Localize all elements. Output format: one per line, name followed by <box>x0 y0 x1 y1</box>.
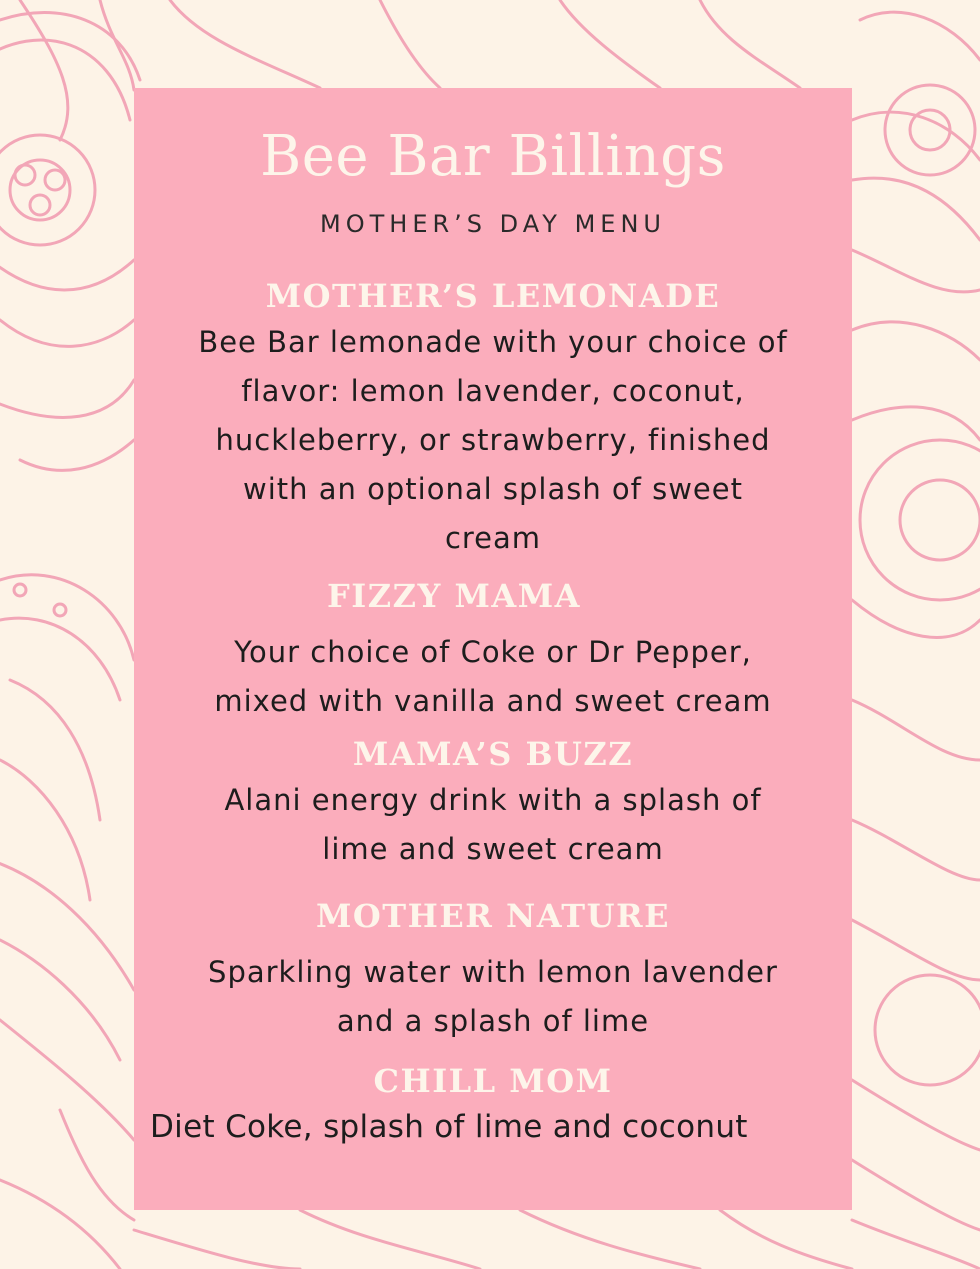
desc-line: cream <box>444 521 542 555</box>
item-desc-mothers-lemonade <box>134 318 852 563</box>
desc-line: lime and sweet cream <box>322 832 664 866</box>
desc-line: flavor: lemon lavender, coconut, <box>241 374 745 408</box>
desc-line: Diet Coke, splash of lime and coconut <box>150 1109 748 1145</box>
desc-line: with an optional splash of sweet <box>243 472 743 506</box>
item-name-mamas-buzz: MAMA’S BUZZ <box>352 735 634 773</box>
menu-panel <box>134 88 852 1210</box>
desc-line: Alani energy drink with a splash of <box>224 783 762 817</box>
menu-subtitle: MOTHER’S DAY MENU <box>320 210 666 238</box>
item-name-chill-mom: CHILL MOM <box>373 1062 613 1100</box>
item-name-mothers-lemonade: MOTHER’S LEMONADE <box>265 277 721 315</box>
desc-line: and a splash of lime <box>336 1004 650 1038</box>
menu-title: Bee Bar Billings <box>260 124 726 189</box>
desc-line: Sparkling water with lemon lavender <box>208 955 778 989</box>
desc-line: mixed with vanilla and sweet cream <box>214 684 772 718</box>
desc-line: Bee Bar lemonade with your choice of <box>198 325 788 359</box>
desc-line: Your choice of Coke or Dr Pepper, <box>234 635 752 669</box>
item-desc-fizzy-mama <box>134 628 852 726</box>
desc-line: huckleberry, or strawberry, finished <box>215 423 771 457</box>
item-name-mother-nature: MOTHER NATURE <box>316 897 670 935</box>
item-name-fizzy-mama: FIZZY MAMA <box>327 577 581 615</box>
item-desc-mother-nature <box>134 948 852 1046</box>
item-desc-mamas-buzz <box>134 776 852 874</box>
item-desc-chill-mom <box>134 1103 852 1152</box>
